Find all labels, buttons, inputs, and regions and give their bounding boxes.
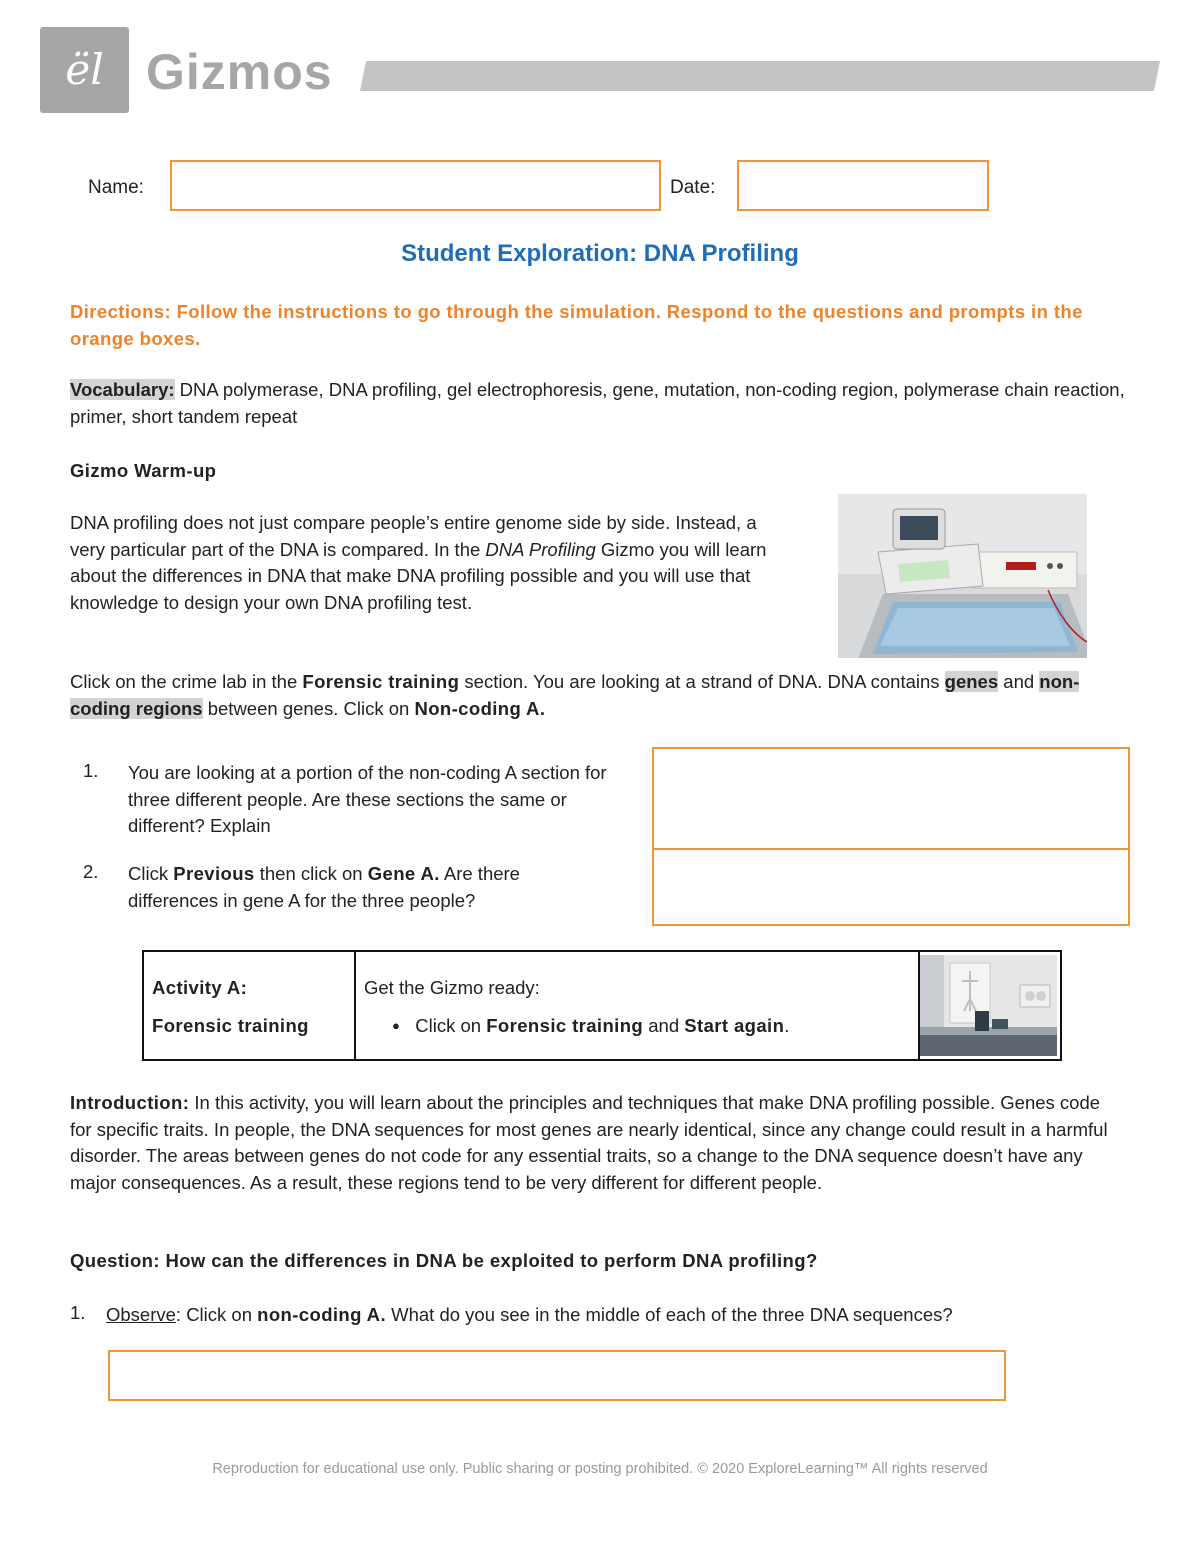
page-title: Student Exploration: DNA Profiling	[401, 240, 799, 267]
introduction	[70, 1090, 1110, 1196]
name-label: Name:	[88, 177, 144, 198]
q2-text-c: Are there differences in gene A for the three people?	[128, 863, 520, 911]
answer-box-observe[interactable]	[108, 1350, 1006, 1401]
q2-text-b: then click on	[254, 863, 368, 884]
bullet-bold-forensic: Forensic training	[486, 1015, 644, 1036]
instruction-bold: Forensic training	[302, 671, 460, 692]
observe-label: Observe	[106, 1304, 176, 1325]
question-2-number: 2.	[83, 861, 99, 882]
bullet-bold-start: Start again	[684, 1015, 785, 1036]
warmup-intro-italic: DNA Profiling	[485, 538, 596, 560]
warmup-instructions	[70, 669, 1130, 722]
instruction-text-3: and	[998, 671, 1040, 692]
answer-box-q1[interactable]	[652, 747, 1130, 850]
instruction-bold-2: Non-coding A.	[414, 697, 546, 719]
directions: Directions: Follow the instructions to go through the simulation. Respond to the questions and prompts in the orange boxes.	[70, 301, 1083, 349]
explorelearning-logo-icon: ël	[65, 45, 104, 94]
q2-bold-gene-a: Gene A.	[367, 863, 440, 884]
warmup-intro	[70, 510, 790, 616]
bullet-text-a: Click on	[415, 1015, 487, 1036]
table-divider	[354, 952, 356, 1059]
footer-copyright: Reproduction for educational use only. Public sharing or posting prohibited. © 2020 ExploreLearning™ All rights reserved	[212, 1461, 988, 1477]
main-question: Question: How can the differences in DNA be exploited to perform DNA profiling?	[70, 1250, 818, 1271]
header-bar	[360, 61, 1160, 91]
date-label: Date:	[670, 177, 716, 198]
question-1-text: You are looking at a portion of the non-coding A section for three different people. Are these sections the same or different? Explain	[128, 762, 607, 836]
question-2-text	[128, 861, 608, 914]
name-field[interactable]	[170, 160, 661, 211]
warmup-intro-text: DNA profiling does not just compare people’s entire genome side by side. Instead, a very particular part of the DNA is compared. In the	[70, 512, 757, 560]
vocabulary-label: Vocabulary:	[70, 379, 175, 400]
answer-box-q2[interactable]	[652, 848, 1130, 926]
highlight-genes: genes	[944, 671, 999, 692]
vocabulary-terms: DNA polymerase, DNA profiling, gel electrophoresis, gene, mutation, non-coding region, polymerase chain reaction, primer, short tandem repeat	[70, 379, 1125, 427]
vocabulary	[70, 377, 1130, 430]
instruction-text-4: between genes. Click on	[202, 697, 415, 719]
gel-electrophoresis-image	[838, 494, 1087, 658]
introduction-label: Introduction:	[70, 1092, 190, 1113]
warmup-intro-text-2: Gizmo you will learn about the differences in DNA that make DNA profiling possible and you will use that knowledge to design your own DNA profiling test.	[70, 538, 767, 613]
brand-name: Gizmos	[146, 44, 333, 100]
activity-bullet	[392, 1015, 789, 1037]
q2-bold-previous: Previous	[173, 863, 255, 884]
observe-number: 1.	[70, 1302, 86, 1323]
bullet-text-c: .	[784, 1015, 790, 1036]
activity-ready: Get the Gizmo ready:	[364, 977, 540, 998]
activity-label: Activity A:	[152, 977, 248, 998]
observe-text-b: What do you see in the middle of each of the three DNA sequences?	[386, 1304, 953, 1325]
crime-lab-image	[920, 955, 1057, 1056]
instruction-text-2: section. You are looking at a strand of DNA. DNA contains	[459, 671, 945, 692]
warmup-heading: Gizmo Warm-up	[70, 460, 217, 481]
bullet-text-b: and	[643, 1015, 685, 1036]
instruction-text: Click on the crime lab in the	[70, 671, 303, 692]
activity-name: Forensic training	[152, 1015, 309, 1036]
introduction-text: In this activity, you will learn about the principles and techniques that make DNA profiling possible. Genes code for specific traits. In people, the DNA sequences for most genes are nearly identical, since any change could result in a harmful disorder. The areas between genes do not code for any essential traits, so a change to the DNA sequence doesn’t have any major consequences. As a result, these regions tend to be very different for different people.	[70, 1092, 1108, 1193]
date-field[interactable]	[737, 160, 989, 211]
observe-question	[106, 1302, 1136, 1329]
q2-text-a: Click	[128, 863, 174, 884]
bullet-icon: ●	[392, 1018, 400, 1033]
observe-bold: non-coding A.	[257, 1304, 386, 1325]
question-1-number: 1.	[83, 760, 99, 781]
observe-text-a: : Click on	[175, 1304, 258, 1325]
highlight-non-coding: non-coding regions	[70, 671, 1080, 719]
